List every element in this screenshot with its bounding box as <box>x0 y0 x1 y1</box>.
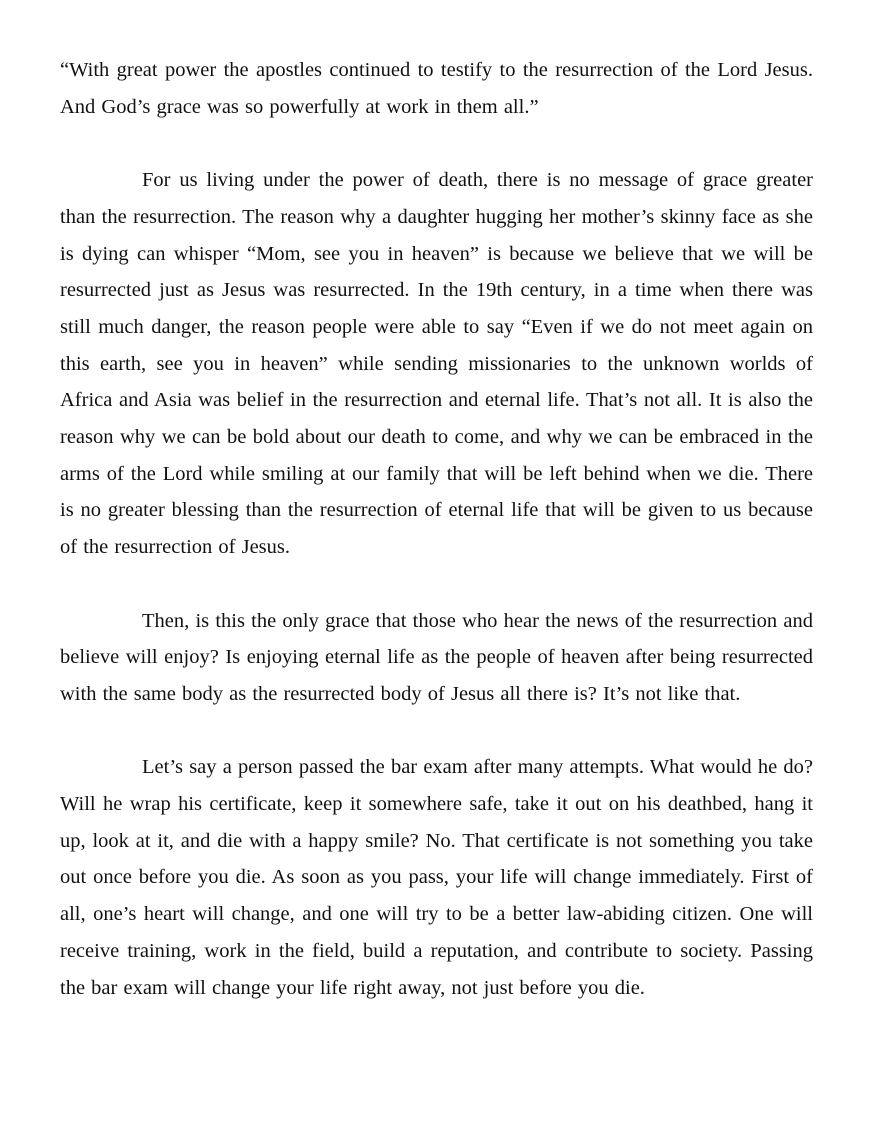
document-page <box>60 52 813 1006</box>
body-paragraph-bar-exam: Let’s say a person passed the bar exam after many attempts. What would he do? Will he wrap his certificate, keep it somewhere safe, take it out on his deathbed, hang it up, look at it, and die with a happy smile? No. That certificate is not something you take out once before you die. As soon as you pass, your life will change immediately. First of all, one’s heart will change, and one will try to be a better law-abiding citizen. One will receive training, work in the field, build a reputation, and contribute to society. Passing the bar exam will change your life right away, not just before you die. <box>60 756 813 999</box>
quote-paragraph: “With great power the apostles continued to testify to the resurrection of the Lord Jesus. And God’s grace was so powerfully at work in them all.” <box>60 59 813 118</box>
body-paragraph-question: Then, is this the only grace that those who hear the news of the resurrection and believe will enjoy? Is enjoying eternal life as the people of heaven after being resurrected with the same body as the resurrected body of Jesus all there is? It’s not like that. <box>60 609 813 705</box>
body-paragraph-resurrection-grace: For us living under the power of death, there is no message of grace greater than the resurrection. The reason why a daughter hugging her mother’s skinny face as she is dying can whisper “Mom, see you in heaven” is because we believe that we will be resurrected just as Jesus was resurrected. In the 19th century, in a time when there was still much danger, the reason people were able to say “Even if we do not meet again on this earth, see you in heaven” while sending missionaries to the unknown worlds of Africa and Asia was belief in the resurrection and eternal life. That’s not all. It is also the reason why we can be bold about our death to come, and why we can be embraced in the arms of the Lord while smiling at our family that will be left behind when we die. There is no greater blessing than the resurrection of eternal life that will be given to us because of the resurrection of Jesus. <box>60 169 813 559</box>
